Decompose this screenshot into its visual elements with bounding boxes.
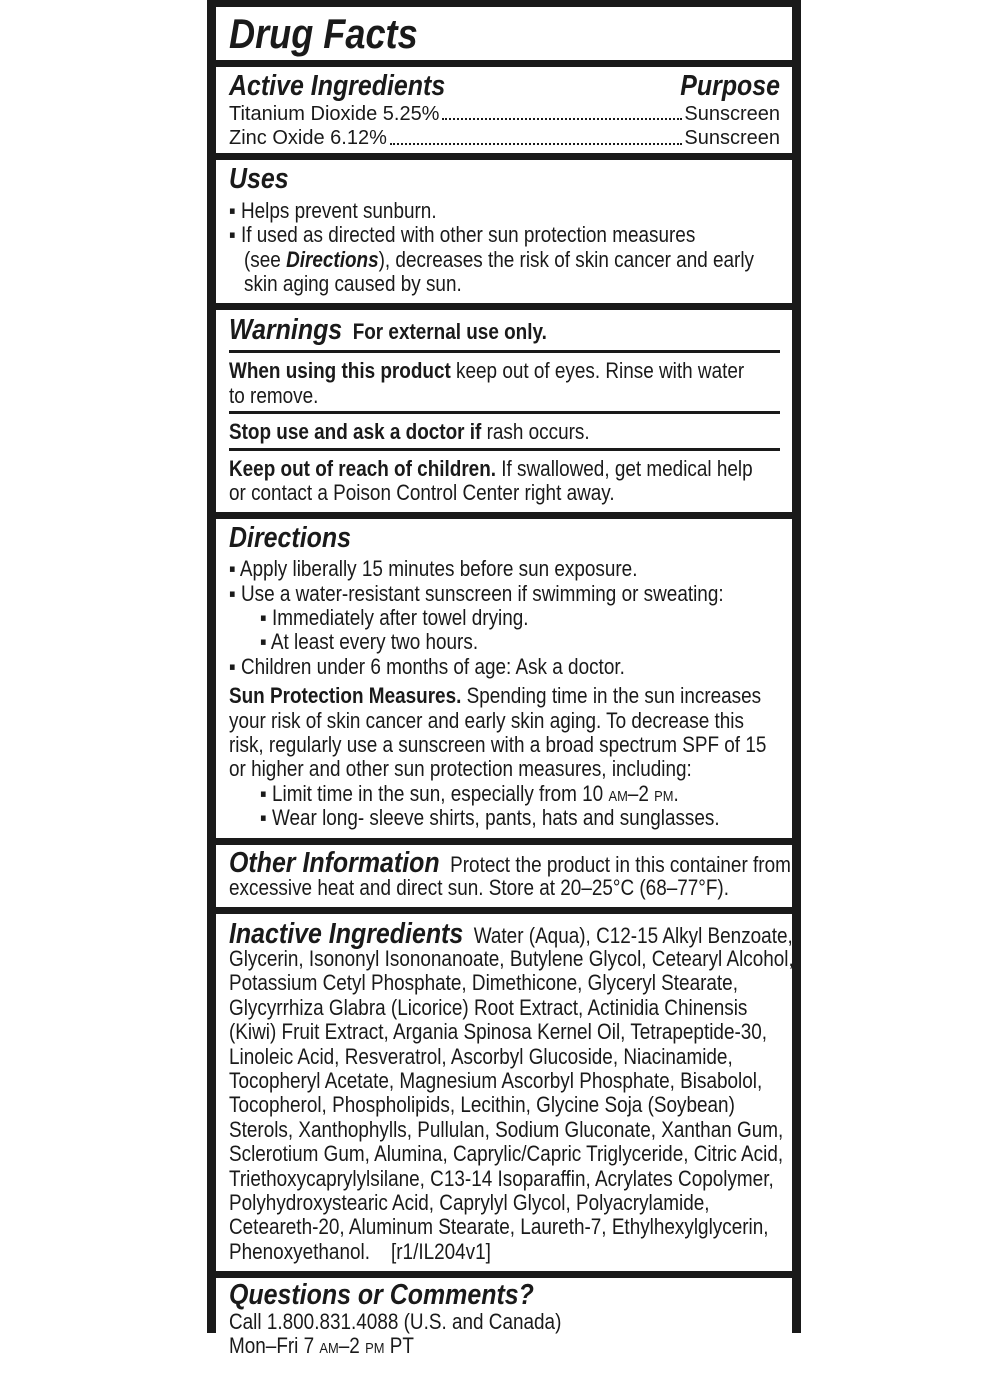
inactive-ingredients-text: (Kiwi) Fruit Extract, Argania Spinosa Kernel Oil, Tetrapeptide-30, <box>229 1019 768 1045</box>
directions-sub-bullet: ▪ Immediately after towel drying. <box>260 605 529 631</box>
inactive-ingredients-text: Sterols, Xanthophylls, Pullulan, Sodium Gluconate, Xanthan Gum, <box>229 1116 784 1142</box>
uses-section <box>216 160 792 304</box>
uses-bullet: ▪ Helps prevent sunburn. <box>229 197 437 223</box>
uses-heading: Uses <box>229 162 289 195</box>
inactive-ingredients-text: Phenoxyethanol. [r1/IL204v1] <box>229 1238 491 1264</box>
drug-facts-panel <box>207 0 801 1359</box>
when-using-text: When using this product keep out of eyes. Rinse with water <box>229 358 745 384</box>
drug-facts-title: Drug Facts <box>229 10 418 57</box>
inactive-ingredients-text: Polyhydroxystearic Acid, Caprylyl Glycol, Polyacrylamide, <box>229 1189 710 1215</box>
warnings-section <box>216 310 792 512</box>
sun-protection-text: Sun Protection Measures. Spending time in the sun increases <box>229 683 762 709</box>
other-information-text: excessive heat and direct sun. Store at 20–25°C (68–77°F). <box>229 874 729 900</box>
inactive-ingredients-text: Triethoxycaprylylsilane, C13-14 Isoparaffin, Acrylates Copolymer, <box>229 1165 774 1191</box>
directions-bullet: ▪ Children under 6 months of age: Ask a doctor. <box>229 653 625 679</box>
sun-protection-bullet: ▪ Wear long- sleeve shirts, pants, hats and sunglasses. <box>260 805 720 831</box>
uses-text: skin aging caused by sun. <box>244 270 462 296</box>
inactive-ingredients-text: Ceteareth-20, Aluminum Stearate, Laureth-7, Ethylhexylglycerin, <box>229 1214 769 1240</box>
inactive-ingredients-text: Linoleic Acid, Resveratrol, Ascorbyl Glucoside, Niacinamide, <box>229 1043 733 1069</box>
inactive-ingredients-text: Glycerin, Isononyl Isononanoate, Butylene Glycol, Cetearyl Alcohol, <box>229 945 794 971</box>
keep-out-text: or contact a Poison Control Center right away. <box>229 479 615 505</box>
inactive-ingredients-text: Tocopherol, Phospholipids, Lecithin, Glycine Soja (Soybean) <box>229 1092 735 1118</box>
other-information-text: Protect the product in this container from <box>450 851 791 877</box>
stop-use-text: Stop use and ask a doctor if rash occurs. <box>229 419 590 445</box>
sun-protection-text: your risk of skin cancer and early skin aging. To decrease this <box>229 707 744 733</box>
purpose-heading: Purpose <box>680 70 780 102</box>
inactive-ingredients-section <box>216 914 792 1271</box>
sun-protection-text: risk, regularly use a sunscreen with a broad spectrum SPF of 15 <box>229 732 767 758</box>
keep-out-text: Keep out of reach of children. If swallowed, get medical help <box>229 455 753 481</box>
directions-sub-bullet: ▪ At least every two hours. <box>260 629 479 655</box>
ingredient-purpose: Sunscreen <box>684 127 780 150</box>
questions-section <box>216 1278 792 1373</box>
active-ingredients-section <box>216 67 792 153</box>
active-ingredient-row <box>229 126 780 150</box>
divider <box>229 411 780 414</box>
external-use-text: For external use only. <box>352 319 547 345</box>
uses-bullet: ▪ If used as directed with other sun protection measures <box>229 222 696 248</box>
divider <box>229 350 780 353</box>
other-information-heading: Other Information <box>229 846 440 879</box>
when-using-text: to remove. <box>229 382 319 408</box>
inactive-ingredients-text: Potassium Cetyl Phosphate, Dimethicone, Glyceryl Stearate, <box>229 970 738 996</box>
ingredient-purpose: Sunscreen <box>684 102 780 125</box>
inactive-ingredients-text: Sclerotium Gum, Alumina, Caprylic/Capric Triglyceride, Citric Acid, <box>229 1141 784 1167</box>
directions-bullet: ▪ Use a water-resistant sunscreen if swimming or sweating: <box>229 580 724 606</box>
inactive-ingredients-text: Tocopheryl Acetate, Magnesium Ascorbyl Phosphate, Bisabolol, <box>229 1067 763 1093</box>
title-section <box>216 7 792 60</box>
warnings-heading: Warnings <box>229 314 343 347</box>
other-information-section <box>216 845 792 907</box>
inactive-ingredients-text: Glycyrrhiza Glabra (Licorice) Root Extract, Actinidia Chinensis <box>229 994 748 1020</box>
directions-section <box>216 519 792 837</box>
directions-bullet: ▪ Apply liberally 15 minutes before sun exposure. <box>229 556 638 582</box>
leader-dots <box>442 118 682 120</box>
hours-text: Mon–Fri 7 AM–2 PM PT <box>229 1333 414 1359</box>
questions-heading: Questions or Comments? <box>229 1279 534 1312</box>
leader-dots <box>390 143 683 145</box>
inactive-ingredients-text: Water (Aqua), C12-15 Alkyl Benzoate, <box>473 922 793 948</box>
ingredient-name: Zinc Oxide 6.12% <box>229 127 387 150</box>
divider <box>229 448 780 451</box>
sun-protection-bullet: ▪ Limit time in the sun, especially from 10 AM–2 PM. <box>260 780 679 806</box>
uses-text: (see Directions), decreases the risk of skin cancer and early <box>244 246 755 272</box>
phone-text: Call 1.800.831.4088 (U.S. and Canada) <box>229 1309 562 1335</box>
active-ingredients-heading: Active Ingredients <box>229 70 446 102</box>
inactive-ingredients-heading: Inactive Ingredients <box>229 917 464 950</box>
ingredient-name: Titanium Dioxide 5.25% <box>229 102 440 125</box>
sun-protection-text: or higher and other sun protection measures, including: <box>229 756 692 782</box>
directions-heading: Directions <box>229 522 351 555</box>
active-ingredient-row <box>229 102 780 126</box>
